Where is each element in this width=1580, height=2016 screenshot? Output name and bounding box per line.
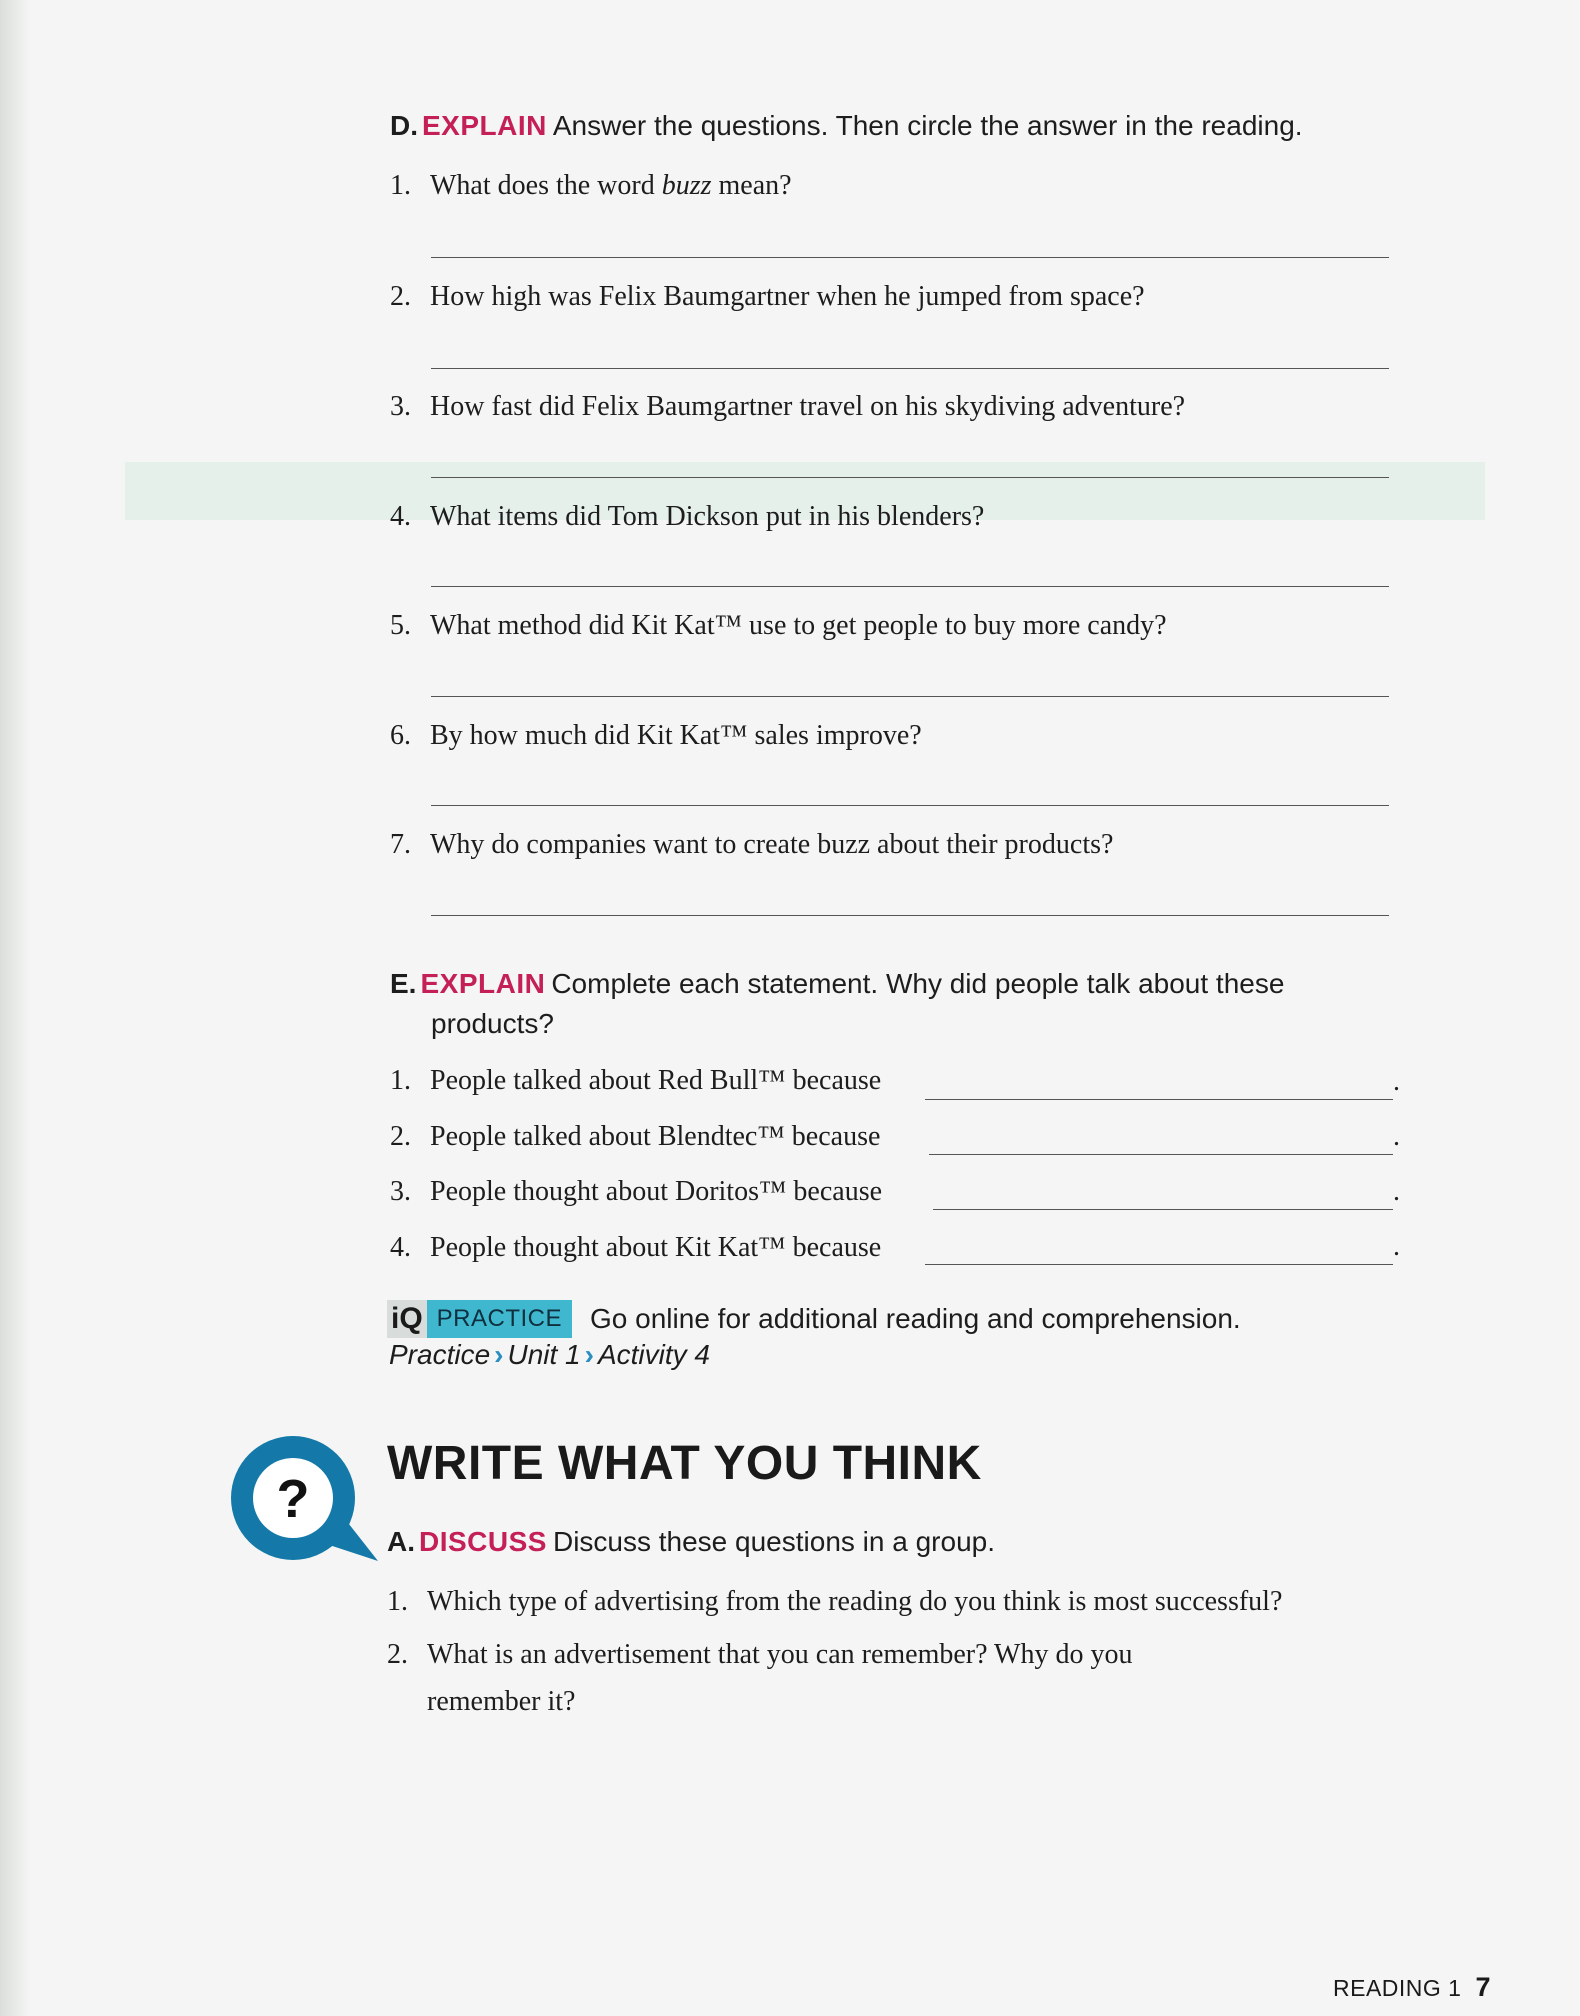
practice-text: Go online for additional reading and comprehension. [590, 1303, 1241, 1334]
question-number: 1. [387, 1586, 408, 1617]
question-text: What is an advertisement that you can remember? Why do you [427, 1639, 1133, 1670]
answer-line-1[interactable] [431, 257, 1389, 258]
question-text: How fast did Felix Baumgartner travel on his skydiving adventure? [430, 391, 1186, 422]
question-number: 1. [390, 170, 411, 201]
answer-line-3[interactable] [431, 477, 1389, 478]
page-number: 7 [1475, 1972, 1492, 2002]
question-text: What method did Kit Kat™ use to get people to buy more candy? [430, 610, 1167, 641]
answer-line-4[interactable] [431, 586, 1389, 587]
statement-text: People talked about Blendtec™ because [430, 1121, 881, 1152]
question-2 [390, 279, 1145, 315]
statement-text: People thought about Doritos™ because [430, 1176, 883, 1207]
answer-blank-2[interactable] [929, 1154, 1393, 1155]
answer-line-5[interactable] [431, 696, 1389, 697]
statement-period: . [1393, 1231, 1400, 1262]
statement-period: . [1393, 1176, 1400, 1207]
discuss-question-2-continued: remember it? [427, 1686, 576, 1717]
statement-4 [390, 1230, 881, 1266]
practice-breadcrumb [389, 1339, 710, 1371]
page-footer [1333, 1972, 1491, 2003]
section-instruction: Complete each statement. Why did people talk about these [551, 968, 1285, 999]
question-number: 5. [390, 610, 411, 641]
discuss-heading [387, 1524, 995, 1560]
question-text-end: mean? [711, 170, 792, 201]
breadcrumb-unit[interactable]: Unit 1 [507, 1339, 581, 1370]
question-mark-icon [228, 1433, 378, 1563]
question-term: buzz [661, 170, 712, 201]
section-keyword: EXPLAIN [422, 110, 547, 141]
chevron-right-icon: › [584, 1339, 594, 1370]
practice-badge[interactable]: PRACTICE [427, 1300, 572, 1338]
question-6 [390, 718, 922, 754]
section-e-heading-continued: products? [431, 1008, 554, 1039]
section-letter: E. [390, 968, 417, 999]
question-4 [390, 499, 984, 535]
section-e-heading [390, 966, 1284, 1002]
discuss-question-2 [387, 1637, 1132, 1673]
question-number: 2. [387, 1639, 408, 1670]
answer-line-6[interactable] [431, 805, 1389, 806]
answer-blank-1[interactable] [925, 1099, 1393, 1100]
statement-period: . [1393, 1066, 1400, 1097]
question-glyph: ? [276, 1469, 310, 1529]
question-number: 3. [390, 391, 411, 422]
question-3 [390, 389, 1185, 425]
breadcrumb-practice[interactable]: Practice [389, 1339, 491, 1370]
question-text: Which type of advertising from the reading do you think is most successful? [427, 1586, 1283, 1617]
question-1 [390, 168, 792, 204]
page-edge-shadow [0, 0, 30, 2016]
answer-blank-4[interactable] [925, 1264, 1393, 1265]
question-text: What does the word [430, 170, 662, 201]
answer-line-7[interactable] [431, 915, 1389, 916]
section-d-heading [390, 108, 1303, 144]
statement-2 [390, 1119, 880, 1155]
discuss-question-1 [387, 1584, 1282, 1620]
question-number: 4. [390, 501, 411, 532]
iq-logo: iQ [387, 1300, 427, 1338]
question-text: How high was Felix Baumgartner when he jumped from space? [430, 281, 1145, 312]
statement-number: 1. [390, 1065, 411, 1096]
section-letter: D. [390, 110, 418, 141]
statement-period: . [1393, 1121, 1400, 1152]
statement-3 [390, 1174, 882, 1210]
iq-practice-row [387, 1299, 1241, 1339]
section-instruction: Discuss these questions in a group. [552, 1526, 995, 1557]
statement-number: 3. [390, 1176, 411, 1207]
section-instruction: Answer the questions. Then circle the answer in the reading. [552, 110, 1303, 141]
section-title: WRITE WHAT YOU THINK [387, 1437, 982, 1490]
breadcrumb-activity[interactable]: Activity 4 [597, 1339, 710, 1370]
answer-line-2[interactable] [431, 368, 1389, 369]
question-number: 2. [390, 281, 411, 312]
answer-blank-3[interactable] [933, 1209, 1393, 1210]
question-text: Why do companies want to create buzz about their products? [430, 829, 1114, 860]
question-number: 7. [390, 829, 411, 860]
section-letter: A. [387, 1526, 415, 1557]
chevron-right-icon: › [494, 1339, 504, 1370]
statement-1 [390, 1063, 881, 1099]
statement-text: People talked about Red Bull™ because [430, 1065, 882, 1096]
statement-number: 2. [390, 1121, 411, 1152]
question-5 [390, 608, 1167, 644]
statement-number: 4. [390, 1232, 411, 1263]
statement-text: People thought about Kit Kat™ because [430, 1232, 882, 1263]
footer-label: READING 1 [1333, 1975, 1462, 2001]
question-text: What items did Tom Dickson put in his blenders? [430, 501, 985, 532]
question-text: By how much did Kit Kat™ sales improve? [430, 720, 922, 751]
section-keyword: DISCUSS [419, 1526, 547, 1557]
question-7 [390, 827, 1113, 863]
section-keyword: EXPLAIN [420, 968, 546, 999]
question-number: 6. [390, 720, 411, 751]
